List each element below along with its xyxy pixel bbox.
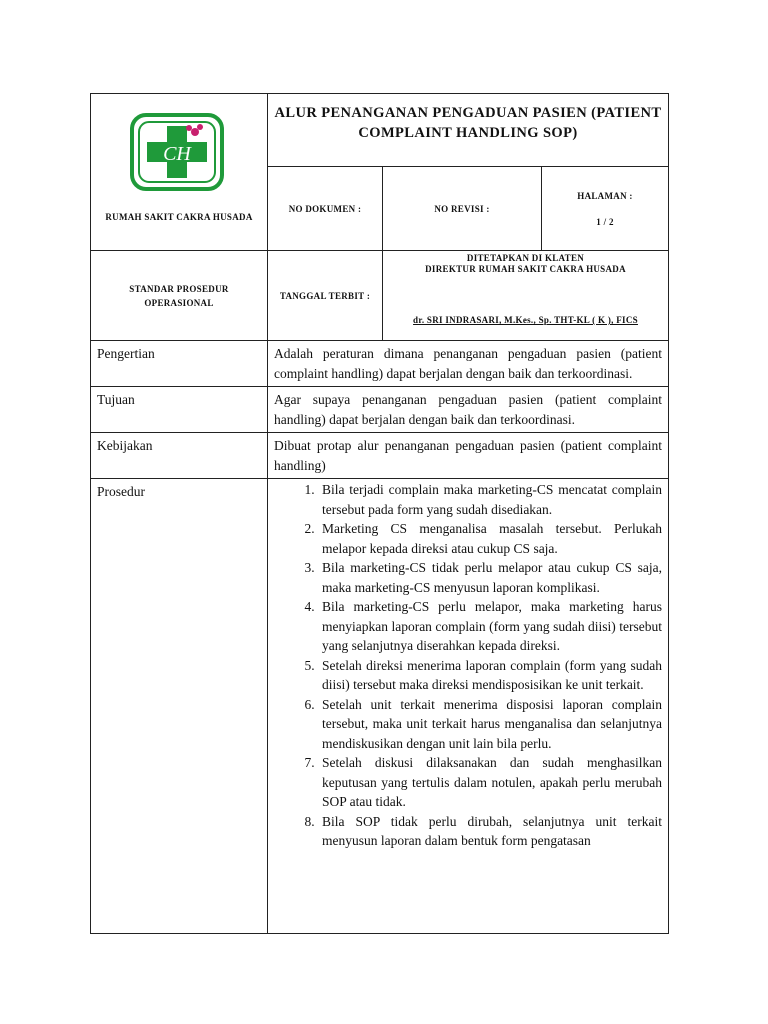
pengertian-text: Adalah peraturan dimana penanganan pengaduan pasien (patient complaint handling) dapat berjalan dengan baik dan terkoordinasi. — [268, 341, 669, 387]
director-name: dr. SRI INDRASARI, M.Kes., Sp. THT-KL ( K ), FICS — [413, 315, 638, 325]
halaman-label: HALAMAN : — [577, 190, 633, 201]
prosedur-step: 7. Setelah diskusi dilaksanakan dan sudah menghasilkan keputusan yang tertulis dalam notulen, apakah perlu merubah SOP atau tidak. — [318, 753, 662, 812]
halaman-value: 1 / 2 — [596, 216, 614, 227]
sop-label: STANDAR PROSEDUR OPERASIONAL — [129, 283, 229, 308]
prosedur-step: 3. Bila marketing-CS tidak perlu melapor atau cukup CS saja, maka marketing-CS menyusun laporan komplikasi. — [318, 558, 662, 597]
logo-letters: CH — [163, 143, 191, 165]
no-dokumen-label: NO DOKUMEN : — [288, 203, 362, 214]
kebijakan-text: Dibuat protap alur penanganan pengaduan pasien (patient complaint handling) — [268, 433, 669, 479]
kebijakan-label: Kebijakan — [91, 433, 268, 479]
sop-table — [90, 93, 669, 934]
prosedur-step: 5. Setelah direksi menerima laporan complain (form yang sudah diisi) tersebut maka direksi mendisposisikan ke unit terkait. — [318, 656, 662, 695]
prosedur-step: 8. Bila SOP tidak perlu dirubah, selanjutnya unit terkait menyusun laporan dalam bentuk form pengatasan — [318, 812, 662, 851]
tujuan-text: Agar supaya penanganan pengaduan pasien (patient complaint handling) dapat berjalan dengan baik dan terkoordinasi. — [268, 387, 669, 433]
tanggal-cell — [268, 251, 383, 341]
ditetapkan-line1: DITETAPKAN DI KLATEN — [466, 253, 585, 263]
prosedur-step: 2. Marketing CS menganalisa masalah tersebut. Perlukah melapor kepada direksi atau cukup CS saja. — [318, 519, 662, 558]
hospital-logo — [129, 112, 225, 192]
document-title: ALUR PENANGANAN PENGADUAN PASIEN (PATIENT COMPLAINT HANDLING SOP) — [274, 105, 662, 141]
sop-document — [90, 93, 668, 934]
hospital-name: RUMAH SAKIT CAKRA HUSADA — [105, 212, 253, 222]
logo-cell — [91, 94, 268, 251]
prosedur-label: Prosedur — [91, 479, 268, 934]
pengertian-label: Pengertian — [91, 341, 268, 387]
no-dokumen-cell — [268, 167, 383, 251]
prosedur-steps — [268, 480, 662, 851]
ditetapkan-line2: DIREKTUR RUMAH SAKIT CAKRA HUSADA — [425, 264, 626, 274]
no-revisi-label: NO REVISI : — [434, 203, 490, 214]
no-revisi-cell — [383, 167, 542, 251]
prosedur-step: 4. Bila marketing-CS perlu melapor, maka marketing harus menyiapkan laporan complain (form yang sudah diisi) tersebut yang selanjutnya diserahkan kepada direksi. — [318, 597, 662, 656]
sop-label-cell — [91, 251, 268, 341]
prosedur-step: 6. Setelah unit terkait menerima disposisi laporan complain tersebut, maka unit terkait harus menganalisa dan selanjutnya mendiskusikan dengan unit lain bila perlu. — [318, 695, 662, 754]
tujuan-label: Tujuan — [91, 387, 268, 433]
prosedur-cell — [268, 479, 669, 934]
tanggal-terbit-label: TANGGAL TERBIT : — [279, 290, 371, 301]
halaman-cell — [542, 167, 669, 251]
title-cell — [268, 94, 669, 167]
ditetapkan-cell — [383, 251, 669, 341]
prosedur-step: 1. Bila terjadi complain maka marketing-CS mencatat complain tersebut pada form yang sudah disediakan. — [318, 480, 662, 519]
